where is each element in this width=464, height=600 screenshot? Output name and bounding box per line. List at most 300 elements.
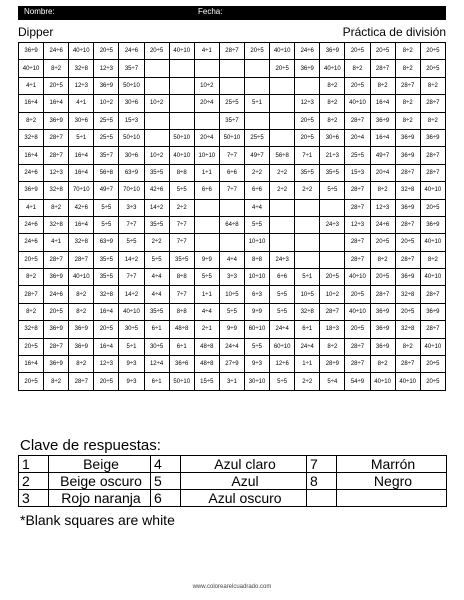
grid-cell: 40÷10	[169, 147, 194, 164]
grid-cell: 9÷3	[244, 356, 269, 373]
grid-cell: 8÷2	[44, 373, 69, 390]
grid-cell	[244, 60, 269, 77]
grid-cell: 24÷6	[19, 234, 44, 251]
grid-cell: 36÷9	[94, 77, 119, 94]
key-number: 7	[307, 456, 337, 473]
grid-cell: 8÷2	[44, 60, 69, 77]
grid-cell: 2÷1	[194, 321, 219, 338]
grid-cell: 36÷6	[169, 356, 194, 373]
grid-cell: 20÷5	[44, 303, 69, 320]
grid-cell: 25÷5	[94, 112, 119, 129]
grid-cell: 35÷5	[295, 164, 320, 181]
grid-cell	[169, 95, 194, 112]
grid-cell: 35÷5	[144, 303, 169, 320]
grid-cell: 9÷9	[219, 321, 244, 338]
grid-cell: 20÷5	[395, 303, 420, 320]
grid-cell: 4÷4	[219, 251, 244, 268]
key-number: 3	[19, 490, 49, 507]
grid-cell: 20÷5	[19, 373, 44, 390]
grid-row	[19, 129, 446, 146]
grid-cell: 20÷5	[320, 269, 345, 286]
grid-cell: 12÷6	[270, 356, 295, 373]
grid-row	[19, 269, 446, 286]
grid-cell: 8÷2	[320, 338, 345, 355]
grid-cell: 36÷9	[370, 303, 395, 320]
grid-cell	[194, 216, 219, 233]
key-color: Beige	[49, 456, 151, 473]
grid-cell: 32÷8	[395, 286, 420, 303]
grid-cell: 5÷5	[244, 216, 269, 233]
grid-cell: 3÷3	[119, 199, 144, 216]
grid-cell: 8÷2	[19, 112, 44, 129]
key-color: Marrón	[337, 456, 447, 473]
grid-cell: 20÷5	[345, 321, 370, 338]
grid-cell: 30÷6	[119, 95, 144, 112]
grid-cell: 7÷7	[169, 286, 194, 303]
grid-cell: 32÷8	[295, 303, 320, 320]
grid-cell: 35÷5	[169, 251, 194, 268]
grid-cell: 42÷6	[69, 199, 94, 216]
grid-cell: 28÷7	[44, 129, 69, 146]
grid-cell	[219, 234, 244, 251]
grid-cell: 20÷5	[370, 234, 395, 251]
grid-cell: 4÷4	[244, 199, 269, 216]
grid-cell: 50÷10	[219, 129, 244, 146]
grid-cell: 8÷8	[244, 251, 269, 268]
key-number: 2	[19, 473, 49, 490]
key-color: Azul claro	[181, 456, 307, 473]
grid-cell: 16÷4	[19, 147, 44, 164]
grid-cell: 8÷2	[69, 356, 94, 373]
grid-cell: 63÷9	[119, 164, 144, 181]
grid-cell: 24÷6	[44, 286, 69, 303]
grid-cell: 14÷2	[119, 286, 144, 303]
grid-cell: 20÷5	[244, 43, 269, 60]
grid-cell: 20÷5	[420, 356, 445, 373]
grid-cell: 36÷9	[395, 147, 420, 164]
grid-cell: 10÷2	[144, 95, 169, 112]
grid-cell: 10÷2	[144, 147, 169, 164]
grid-cell: 28÷7	[345, 234, 370, 251]
grid-cell: 6÷3	[244, 286, 269, 303]
grid-cell: 36÷9	[420, 303, 445, 320]
grid-cell: 5÷5	[270, 286, 295, 303]
grid-cell: 7÷7	[169, 234, 194, 251]
grid-cell: 20÷5	[144, 43, 169, 60]
grid-cell	[320, 251, 345, 268]
grid-cell: 30÷5	[144, 338, 169, 355]
grid-cell: 28÷7	[19, 286, 44, 303]
grid-cell: 5÷5	[219, 303, 244, 320]
grid-cell: 3÷1	[219, 373, 244, 390]
grid-cell: 24÷6	[119, 43, 144, 60]
grid-cell	[270, 234, 295, 251]
grid-cell: 7÷7	[169, 216, 194, 233]
grid-cell	[295, 199, 320, 216]
grid-cell: 28÷7	[69, 373, 94, 390]
grid-cell	[194, 112, 219, 129]
grid-cell: 36÷9	[69, 338, 94, 355]
grid-cell: 40÷10	[420, 182, 445, 199]
page-subtitle: Práctica de división	[342, 25, 446, 39]
grid-cell: 5÷1	[119, 338, 144, 355]
grid-cell: 32÷8	[19, 321, 44, 338]
key-color: Rojo naranja	[49, 490, 151, 507]
grid-cell: 35÷5	[144, 216, 169, 233]
grid-cell: 36÷9	[420, 129, 445, 146]
grid-cell: 14÷2	[144, 199, 169, 216]
grid-cell: 5÷5	[94, 199, 119, 216]
grid-cell: 64÷8	[219, 216, 244, 233]
grid-cell: 40÷10	[395, 373, 420, 390]
grid-cell	[144, 77, 169, 94]
grid-cell	[144, 112, 169, 129]
grid-cell: 40÷10	[370, 373, 395, 390]
grid-cell: 70÷10	[119, 182, 144, 199]
grid-row	[19, 373, 446, 390]
grid-cell: 36÷9	[44, 321, 69, 338]
grid-cell: 16÷4	[44, 95, 69, 112]
grid-row	[19, 321, 446, 338]
grid-cell: 20÷4	[345, 129, 370, 146]
grid-cell: 15÷3	[345, 164, 370, 181]
key-color: Azul oscuro	[181, 490, 307, 507]
grid-cell: 12÷3	[44, 164, 69, 181]
grid-cell	[219, 77, 244, 94]
grid-cell: 28÷7	[345, 356, 370, 373]
key-number: 6	[151, 490, 181, 507]
grid-cell: 28÷7	[44, 251, 69, 268]
grid-cell: 2÷2	[244, 164, 269, 181]
grid-cell: 5÷1	[295, 269, 320, 286]
grid-cell: 36÷9	[44, 356, 69, 373]
grid-cell: 40÷10	[420, 234, 445, 251]
grid-cell: 4÷1	[44, 234, 69, 251]
grid-cell: 8÷2	[395, 95, 420, 112]
grid-cell: 20÷5	[370, 43, 395, 60]
grid-cell: 8÷2	[44, 199, 69, 216]
grid-cell: 14÷2	[119, 251, 144, 268]
grid-row	[19, 95, 446, 112]
grid-cell: 12÷3	[94, 60, 119, 77]
grid-cell: 24÷6	[19, 216, 44, 233]
grid-cell: 16÷4	[69, 216, 94, 233]
grid-cell	[219, 199, 244, 216]
grid-cell: 28÷7	[345, 251, 370, 268]
grid-cell: 40÷10	[119, 303, 144, 320]
grid-cell: 24÷6	[370, 216, 395, 233]
grid-cell: 40÷10	[345, 303, 370, 320]
grid-cell: 5÷5	[270, 373, 295, 390]
grid-cell: 6÷6	[270, 269, 295, 286]
grid-cell: 40÷10	[420, 269, 445, 286]
grid-cell: 5÷1	[244, 95, 269, 112]
grid-cell: 40÷10	[345, 269, 370, 286]
grid-cell: 40÷10	[169, 43, 194, 60]
grid-cell: 8÷2	[420, 77, 445, 94]
grid-cell: 49÷7	[370, 147, 395, 164]
grid-cell	[244, 77, 269, 94]
grid-cell: 5÷5	[320, 182, 345, 199]
grid-cell: 9÷3	[119, 373, 144, 390]
grid-cell: 28÷7	[345, 112, 370, 129]
grid-cell: 2÷2	[270, 164, 295, 181]
grid-cell: 5÷5	[270, 303, 295, 320]
grid-cell: 28÷7	[420, 147, 445, 164]
grid-cell: 20÷4	[194, 129, 219, 146]
grid-cell: 8÷2	[19, 269, 44, 286]
grid-cell: 6÷1	[295, 321, 320, 338]
grid-cell	[194, 60, 219, 77]
grid-cell: 8÷2	[19, 303, 44, 320]
grid-cell: 70÷10	[69, 182, 94, 199]
grid-cell: 2÷2	[169, 199, 194, 216]
grid-cell: 10÷10	[244, 269, 269, 286]
grid-cell: 4÷4	[144, 286, 169, 303]
grid-cell: 6÷1	[144, 373, 169, 390]
date-label: Fecha:	[198, 7, 223, 16]
grid-cell: 28÷7	[420, 164, 445, 181]
grid-cell: 28÷9	[320, 356, 345, 373]
grid-cell: 12÷3	[295, 95, 320, 112]
grid-cell: 50÷10	[119, 129, 144, 146]
grid-cell: 7÷1	[295, 147, 320, 164]
division-grid	[18, 42, 446, 391]
grid-cell: 8÷2	[420, 112, 445, 129]
grid-cell: 16÷4	[94, 303, 119, 320]
grid-cell: 6÷6	[244, 182, 269, 199]
grid-cell: 12÷3	[345, 216, 370, 233]
grid-cell: 9÷9	[194, 251, 219, 268]
grid-cell: 16÷4	[69, 147, 94, 164]
grid-cell: 8÷2	[69, 303, 94, 320]
grid-cell: 25÷5	[345, 147, 370, 164]
grid-cell: 36÷9	[44, 269, 69, 286]
grid-cell: 28÷7	[395, 216, 420, 233]
name-label: Nombre:	[24, 7, 55, 16]
grid-cell: 40÷10	[270, 43, 295, 60]
grid-cell: 35÷7	[119, 60, 144, 77]
grid-cell: 28÷7	[44, 338, 69, 355]
grid-cell: 30÷6	[69, 112, 94, 129]
grid-cell: 48÷8	[194, 356, 219, 373]
grid-cell: 35÷7	[219, 112, 244, 129]
grid-cell: 20÷4	[194, 95, 219, 112]
blank-squares-note: *Blank squares are white	[20, 512, 175, 528]
grid-cell: 2÷2	[270, 182, 295, 199]
grid-cell: 15÷3	[119, 112, 144, 129]
grid-cell: 30÷6	[320, 129, 345, 146]
grid-cell: 24÷4	[219, 338, 244, 355]
grid-cell: 24÷3	[320, 216, 345, 233]
grid-cell: 36÷9	[19, 43, 44, 60]
grid-cell: 5÷5	[244, 338, 269, 355]
grid-row	[19, 338, 446, 355]
grid-row	[19, 43, 446, 60]
grid-cell: 20÷5	[345, 286, 370, 303]
grid-row	[19, 216, 446, 233]
grid-cell: 10÷2	[320, 286, 345, 303]
grid-cell: 20÷5	[19, 338, 44, 355]
grid-row	[19, 303, 446, 320]
grid-cell: 8÷2	[395, 60, 420, 77]
grid-cell: 8÷2	[370, 251, 395, 268]
grid-cell: 25÷5	[244, 129, 269, 146]
grid-cell: 20÷4	[370, 164, 395, 181]
grid-cell: 16÷4	[19, 356, 44, 373]
grid-cell: 28÷7	[345, 182, 370, 199]
grid-cell: 54÷9	[345, 373, 370, 390]
grid-cell: 20÷5	[370, 269, 395, 286]
grid-cell: 28÷7	[44, 147, 69, 164]
grid-cell: 28÷7	[395, 251, 420, 268]
key-row	[19, 490, 447, 507]
key-color: Beige oscuro	[49, 473, 151, 490]
grid-cell: 4÷1	[19, 199, 44, 216]
grid-cell	[219, 60, 244, 77]
grid-row	[19, 77, 446, 94]
grid-cell: 4÷1	[19, 77, 44, 94]
grid-cell: 28÷7	[420, 321, 445, 338]
grid-cell: 30÷6	[119, 147, 144, 164]
grid-cell: 50÷10	[119, 77, 144, 94]
grid-cell: 32÷8	[44, 182, 69, 199]
grid-cell: 16÷4	[370, 129, 395, 146]
grid-cell: 20÷5	[420, 43, 445, 60]
grid-cell: 5÷1	[69, 129, 94, 146]
key-row	[19, 473, 447, 490]
grid-cell: 28÷7	[370, 286, 395, 303]
grid-cell: 35÷5	[94, 269, 119, 286]
grid-cell	[320, 199, 345, 216]
grid-cell: 32÷8	[395, 182, 420, 199]
grid-cell: 16÷4	[370, 95, 395, 112]
grid-cell: 10÷2	[94, 95, 119, 112]
grid-cell: 8÷2	[320, 77, 345, 94]
grid-cell: 60÷10	[270, 338, 295, 355]
grid-cell	[295, 77, 320, 94]
grid-cell: 6÷6	[219, 164, 244, 181]
grid-cell: 5÷4	[320, 373, 345, 390]
grid-cell	[169, 60, 194, 77]
grid-cell: 2÷2	[295, 182, 320, 199]
grid-cell: 36÷9	[295, 60, 320, 77]
grid-cell: 8÷8	[169, 164, 194, 181]
grid-cell: 36÷9	[370, 112, 395, 129]
grid-cell: 7÷7	[219, 147, 244, 164]
grid-cell: 20÷5	[44, 77, 69, 94]
grid-cell: 20÷5	[94, 43, 119, 60]
grid-cell: 28÷7	[395, 356, 420, 373]
grid-cell: 28÷7	[69, 251, 94, 268]
grid-cell: 20÷5	[94, 321, 119, 338]
grid-cell: 16÷4	[69, 164, 94, 181]
grid-cell: 6÷1	[144, 321, 169, 338]
grid-cell: 32÷8	[69, 234, 94, 251]
grid-cell: 32÷8	[44, 216, 69, 233]
grid-cell: 36÷9	[395, 129, 420, 146]
answer-key-title: Clave de respuestas:	[20, 437, 161, 454]
grid-cell: 48÷8	[194, 338, 219, 355]
grid-cell: 6÷6	[194, 182, 219, 199]
grid-cell: 24÷6	[295, 43, 320, 60]
grid-cell: 5÷5	[194, 269, 219, 286]
key-color: Negro	[337, 473, 447, 490]
grid-cell: 28÷7	[320, 303, 345, 320]
grid-cell: 60÷10	[244, 321, 269, 338]
grid-row	[19, 112, 446, 129]
grid-cell: 36÷9	[320, 43, 345, 60]
grid-cell: 49÷7	[94, 182, 119, 199]
grid-row	[19, 251, 446, 268]
grid-cell: 35÷5	[144, 164, 169, 181]
grid-cell: 8÷2	[420, 251, 445, 268]
grid-cell: 10÷2	[194, 77, 219, 94]
page-title: Dipper	[18, 25, 54, 39]
grid-cell: 24÷6	[44, 43, 69, 60]
grid-cell: 8÷2	[395, 338, 420, 355]
grid-cell: 48÷8	[169, 321, 194, 338]
grid-cell: 7÷7	[119, 269, 144, 286]
grid-cell: 30÷10	[244, 373, 269, 390]
grid-cell: 10÷10	[194, 147, 219, 164]
grid-cell: 36÷9	[420, 216, 445, 233]
grid-cell: 56÷8	[94, 164, 119, 181]
grid-cell: 8÷8	[169, 303, 194, 320]
key-row	[19, 456, 447, 473]
key-number	[307, 490, 337, 507]
grid-cell: 32÷8	[69, 60, 94, 77]
grid-cell: 8÷2	[69, 286, 94, 303]
grid-cell	[295, 234, 320, 251]
grid-cell: 20÷5	[345, 43, 370, 60]
grid-cell: 20÷5	[420, 199, 445, 216]
grid-cell: 36÷9	[395, 199, 420, 216]
grid-cell: 20÷5	[270, 60, 295, 77]
grid-cell: 20÷5	[94, 373, 119, 390]
grid-cell	[270, 112, 295, 129]
grid-row	[19, 199, 446, 216]
grid-cell: 50÷10	[169, 373, 194, 390]
grid-cell: 36÷9	[69, 321, 94, 338]
grid-row	[19, 234, 446, 251]
grid-cell: 25÷5	[94, 129, 119, 146]
grid-cell: 32÷8	[94, 286, 119, 303]
grid-cell	[295, 216, 320, 233]
grid-cell: 30÷5	[119, 321, 144, 338]
grid-cell	[194, 199, 219, 216]
grid-cell: 20÷5	[345, 77, 370, 94]
grid-cell: 4÷4	[194, 303, 219, 320]
grid-cell: 2÷2	[295, 373, 320, 390]
grid-cell: 8÷2	[370, 182, 395, 199]
grid-cell: 1÷1	[295, 356, 320, 373]
grid-cell: 32÷8	[19, 129, 44, 146]
key-number: 1	[19, 456, 49, 473]
grid-cell: 12÷3	[69, 77, 94, 94]
grid-cell: 12÷4	[144, 356, 169, 373]
grid-cell: 40÷10	[69, 43, 94, 60]
grid-cell: 50÷10	[169, 129, 194, 146]
grid-cell	[244, 112, 269, 129]
grid-cell: 28÷7	[219, 43, 244, 60]
grid-cell: 20÷5	[19, 251, 44, 268]
grid-cell: 12÷3	[370, 199, 395, 216]
grid-cell: 20÷5	[295, 129, 320, 146]
grid-cell: 4÷1	[194, 43, 219, 60]
key-number: 5	[151, 473, 181, 490]
grid-cell: 24÷4	[295, 338, 320, 355]
